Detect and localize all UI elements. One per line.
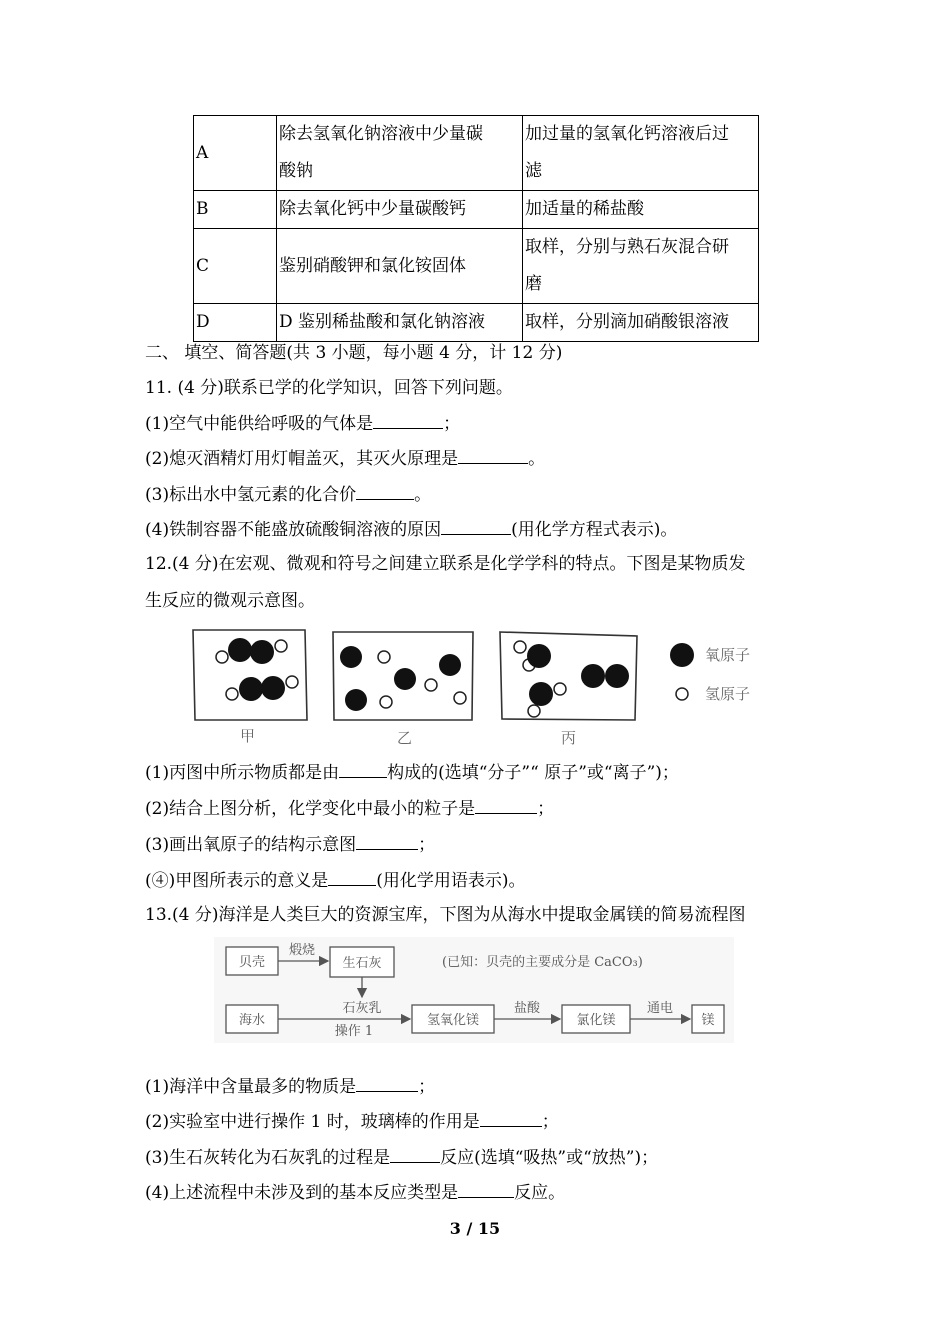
answer-blank (356, 1075, 418, 1092)
arrow-op1-label: 操作 1 (334, 1024, 374, 1039)
options-table (193, 115, 759, 342)
arrow-hcl-label: 盐酸 (513, 1001, 541, 1016)
limemilk-label: 石灰乳 (342, 1001, 382, 1016)
q13-part2: (2)实验室中进行操作 1 时，玻璃棒的作用是 ； (145, 1112, 559, 1132)
option-method: 取样，分别与熟石灰混合研 磨 (523, 229, 759, 304)
legend-hydrogen-label: 氢原子 (705, 685, 751, 703)
q11-part2: (2)熄灭酒精灯用灯帽盖灭，其灭火原理是 。 (145, 449, 546, 469)
option-purpose: 除去氢氧化钠溶液中少量碳 酸钠 (277, 116, 523, 191)
q12-stem-line1: 12.(4 分)在宏观、微观和符号之间建立联系是化学学科的特点。下图是某物质发 (145, 554, 746, 574)
box-shell-label: 贝壳 (238, 955, 266, 970)
option-label: A (194, 116, 277, 191)
answer-blank (441, 518, 511, 535)
q11-part3: (3)标出水中氢元素的化合价 。 (145, 485, 432, 505)
answer-blank (458, 447, 528, 464)
arrow-calcine-label: 煅烧 (288, 943, 316, 958)
section-title: 二、 填空、简答题(共 3 小题，每小题 4 分，计 12 分) (145, 343, 563, 363)
option-method: 加适量的稀盐酸 (523, 191, 759, 229)
option-label: B (194, 191, 277, 229)
hydrogen-atom (454, 692, 466, 704)
q11-part4: (4)铁制容器不能盛放硫酸铜溶液的原因 (用化学方程式表示)。 (145, 520, 678, 540)
oxygen-atom (340, 646, 362, 668)
option-purpose: 除去氧化钙中少量碳酸钙 (277, 191, 523, 229)
molecule-o2 (581, 664, 629, 688)
q13-stem: 13.(4 分)海洋是人类巨大的资源宝库，下图为从海水中提取金属镁的简易流程图 (145, 905, 746, 925)
table-row (194, 116, 759, 191)
legend-hydrogen-marker (676, 688, 688, 700)
hydrogen-atom (378, 651, 390, 663)
answer-blank (373, 412, 443, 429)
q13-part1: (1)海洋中含量最多的物质是 ； (145, 1077, 436, 1097)
box-quicklime-label: 生石灰 (342, 956, 382, 971)
legend-oxygen-label: 氧原子 (705, 646, 751, 664)
q12-part1: (1)丙图中所示物质都是由 构成的(选填“分子”“ 原子”或“离子”)； (145, 763, 679, 783)
q12-part3: (3)画出氧原子的结构示意图 ； (145, 835, 436, 855)
q12-part4: (④)甲图所表示的意义是 (用化学用语表示)。 (145, 871, 526, 891)
q11-part1: (1)空气中能供给呼吸的气体是 ； (145, 414, 461, 434)
answer-blank (475, 797, 537, 814)
answer-blank (390, 1146, 440, 1163)
option-method: 取样，分别滴加硝酸银溶液 (523, 304, 759, 342)
option-purpose: D 鉴别稀盐酸和氯化钠溶液 (277, 304, 523, 342)
box-mgcl-label: 氯化镁 (576, 1013, 616, 1028)
label-yi: 乙 (397, 729, 413, 747)
q13-part3: (3)生石灰转化为石灰乳的过程是 反应(选填“吸热”或“放热”)； (145, 1148, 659, 1168)
answer-blank (328, 869, 376, 886)
oxygen-atom (527, 644, 551, 668)
box-mgoh-label: 氢氧化镁 (426, 1013, 480, 1028)
molecule-h2o (528, 682, 566, 717)
answer-blank (480, 1110, 542, 1127)
box-seawater-label: 海水 (238, 1013, 266, 1028)
option-label: D (194, 304, 277, 342)
molecule-h2o (216, 638, 287, 664)
box-mg-label: 镁 (701, 1013, 715, 1028)
mg-extraction-flowchart (214, 937, 734, 1043)
answer-blank (356, 833, 418, 850)
page-number: 3 / 15 (449, 1219, 501, 1238)
micro-reaction-figure (185, 622, 775, 750)
molecule-h2o (226, 676, 298, 701)
q12-part2: (2)结合上图分析，化学变化中最小的粒子是 ； (145, 799, 555, 819)
oxygen-atom (345, 689, 367, 711)
answer-blank (339, 761, 387, 778)
q12-stem-line2: 生反应的微观示意图。 (145, 591, 315, 611)
answer-blank (458, 1181, 514, 1198)
answer-blank (356, 483, 414, 500)
arrow-elec-label: 通电 (646, 1001, 674, 1016)
label-bing: 丙 (561, 729, 577, 747)
option-method: 加过量的氢氧化钙溶液后过 滤 (523, 116, 759, 191)
oxygen-atom (439, 654, 461, 676)
label-jia: 甲 (240, 727, 256, 745)
table-row (194, 229, 759, 304)
hydrogen-atom (425, 679, 437, 691)
option-label: C (194, 229, 277, 304)
q13-part4: (4)上述流程中未涉及到的基本反应类型是 反应。 (145, 1183, 566, 1203)
flow-note: (已知：贝壳的主要成分是 CaCO₃) (442, 955, 643, 970)
q11-stem: 11. (4 分)联系已学的化学知识，回答下列问题。 (145, 378, 513, 398)
oxygen-atom (394, 668, 416, 690)
hydrogen-atom (380, 696, 392, 708)
legend-oxygen-marker (670, 643, 694, 667)
option-purpose: 鉴别硝酸钾和氯化铵固体 (277, 229, 523, 304)
table-row (194, 191, 759, 229)
table-row (194, 304, 759, 342)
